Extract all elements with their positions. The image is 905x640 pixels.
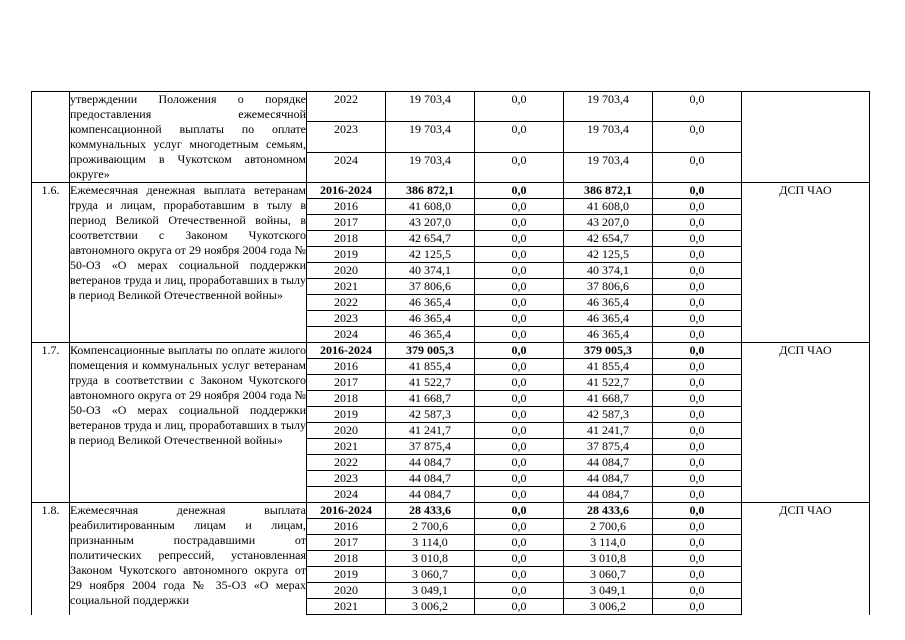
amount-cell: 0,0 [653, 311, 742, 327]
year-cell: 2017 [307, 535, 386, 551]
amount-cell: 42 654,7 [564, 231, 653, 247]
item-number-text: 1.7. [41, 343, 60, 357]
amount-cell: 0,0 [475, 295, 564, 311]
amount-cell: 42 587,3 [564, 407, 653, 423]
year-cell: 2018 [307, 551, 386, 567]
amount-cell: 0,0 [653, 183, 742, 199]
amount-cell: 0,0 [475, 122, 564, 152]
total-row [32, 183, 870, 199]
amount-cell: 0,0 [653, 279, 742, 295]
year-cell: 2021 [307, 439, 386, 455]
amount-cell: 46 365,4 [386, 295, 475, 311]
amount-cell: 0,0 [653, 567, 742, 583]
amount-cell: 43 207,0 [386, 215, 475, 231]
amount-cell: 0,0 [475, 199, 564, 215]
amount-cell: 44 084,7 [564, 455, 653, 471]
amount-cell: 44 084,7 [564, 471, 653, 487]
amount-cell: 19 703,4 [564, 92, 653, 122]
item-number [32, 183, 70, 343]
amount-cell: 0,0 [653, 583, 742, 599]
amount-cell: 40 374,1 [564, 263, 653, 279]
amount-cell: 0,0 [653, 599, 742, 615]
amount-cell: 0,0 [475, 92, 564, 122]
amount-cell: 0,0 [653, 343, 742, 359]
item-number-text: 1.6. [41, 183, 60, 197]
responsible-executor [742, 343, 870, 503]
budget-table [31, 91, 870, 615]
amount-cell: 46 365,4 [386, 327, 475, 343]
amount-cell: 0,0 [653, 407, 742, 423]
amount-cell: 42 587,3 [386, 407, 475, 423]
amount-cell: 0,0 [475, 551, 564, 567]
amount-cell: 0,0 [653, 247, 742, 263]
responsible-executor [742, 92, 870, 183]
amount-cell: 0,0 [475, 423, 564, 439]
year-cell: 2016-2024 [307, 503, 386, 519]
year-cell: 2021 [307, 279, 386, 295]
amount-cell: 0,0 [475, 455, 564, 471]
amount-cell: 0,0 [653, 375, 742, 391]
amount-cell: 41 522,7 [564, 375, 653, 391]
amount-cell: 0,0 [653, 359, 742, 375]
year-cell: 2019 [307, 567, 386, 583]
amount-cell: 0,0 [475, 535, 564, 551]
amount-cell: 19 703,4 [564, 122, 653, 152]
year-cell: 2018 [307, 391, 386, 407]
amount-cell: 0,0 [475, 439, 564, 455]
amount-cell: 19 703,4 [386, 152, 475, 182]
item-number-text: 1.8. [41, 503, 60, 517]
amount-cell: 43 207,0 [564, 215, 653, 231]
year-row [32, 92, 870, 122]
year-cell: 2022 [307, 295, 386, 311]
amount-cell: 0,0 [475, 152, 564, 182]
amount-cell: 41 668,7 [386, 391, 475, 407]
amount-cell: 3 049,1 [564, 583, 653, 599]
amount-cell: 41 608,0 [564, 199, 653, 215]
amount-cell: 0,0 [475, 263, 564, 279]
amount-cell: 0,0 [475, 487, 564, 503]
amount-cell: 19 703,4 [564, 152, 653, 182]
year-cell: 2019 [307, 247, 386, 263]
amount-cell: 0,0 [653, 503, 742, 519]
amount-cell: 0,0 [653, 391, 742, 407]
amount-cell: 2 700,6 [564, 519, 653, 535]
amount-cell: 0,0 [653, 152, 742, 182]
total-row [32, 343, 870, 359]
amount-cell: 0,0 [475, 375, 564, 391]
responsible-executor-text: ДСП ЧАО [779, 503, 832, 517]
year-cell: 2016 [307, 199, 386, 215]
item-description: Ежемесячная денежная выплата реабилитированным лицам и лицам, признанным пострадавшими от политических репрессий, установленная Законом Чукотского автономного округа от 29 ноября 2004 года № 35-ОЗ «О мерах социальной поддержки [70, 503, 307, 615]
item-description: утверждении Положения о порядке предоставления ежемесячной компенсационной выплаты по оплате коммунальных услуг многодетным семьям, проживающим в Чукотском автономном округе» [70, 92, 306, 181]
year-cell: 2023 [307, 311, 386, 327]
item-description: Ежемесячная денежная выплата ветеранам труда и лицам, проработавшим в тылу в период Великой Отечественной войны, в соответствии с Законом Чукотского автономного округа от 29 ноября 2004 года № 50-ОЗ «О мерах социальной поддержки ветеранов труда и лиц, проработавших в тылу в период Великой Отечественной войны» [70, 183, 307, 343]
amount-cell: 379 005,3 [564, 343, 653, 359]
year-cell: 2024 [307, 152, 386, 182]
amount-cell: 46 365,4 [564, 327, 653, 343]
amount-cell: 0,0 [653, 535, 742, 551]
amount-cell: 0,0 [653, 519, 742, 535]
amount-cell: 3 049,1 [386, 583, 475, 599]
amount-cell: 0,0 [475, 583, 564, 599]
amount-cell: 3 114,0 [386, 535, 475, 551]
year-cell: 2019 [307, 407, 386, 423]
item-number [32, 343, 70, 503]
amount-cell: 0,0 [475, 471, 564, 487]
amount-cell: 0,0 [653, 263, 742, 279]
amount-cell: 42 125,5 [386, 247, 475, 263]
year-cell: 2020 [307, 583, 386, 599]
amount-cell: 386 872,1 [386, 183, 475, 199]
amount-cell: 0,0 [475, 215, 564, 231]
amount-cell: 46 365,4 [564, 311, 653, 327]
amount-cell: 3 010,8 [564, 551, 653, 567]
amount-cell: 37 875,4 [386, 439, 475, 455]
year-cell: 2024 [307, 327, 386, 343]
amount-cell: 19 703,4 [386, 122, 475, 152]
amount-cell: 46 365,4 [564, 295, 653, 311]
amount-cell: 41 241,7 [564, 423, 653, 439]
amount-cell: 3 006,2 [564, 599, 653, 615]
year-cell: 2023 [307, 122, 386, 152]
item-number [32, 92, 70, 183]
year-cell: 2020 [307, 423, 386, 439]
amount-cell: 0,0 [475, 407, 564, 423]
amount-cell: 0,0 [475, 327, 564, 343]
item-description: Компенсационные выплаты по оплате жилого помещения и коммунальных услуг ветеранам труда в соответствии с Законом Чукотского автономного округа от 29 ноября 2004 года № 50-ОЗ «О мерах социальной поддержки ветеранов труда и лиц, проработавших в тылу в период Великой Отечественной войны» [70, 343, 307, 503]
amount-cell: 46 365,4 [386, 311, 475, 327]
amount-cell: 3 006,2 [386, 599, 475, 615]
year-cell: 2018 [307, 231, 386, 247]
amount-cell: 0,0 [475, 247, 564, 263]
amount-cell: 41 608,0 [386, 199, 475, 215]
amount-cell: 41 668,7 [564, 391, 653, 407]
amount-cell: 0,0 [475, 519, 564, 535]
amount-cell: 0,0 [475, 279, 564, 295]
amount-cell: 42 654,7 [386, 231, 475, 247]
year-cell: 2016-2024 [307, 183, 386, 199]
item-number [32, 503, 70, 615]
amount-cell: 0,0 [653, 231, 742, 247]
amount-cell: 0,0 [475, 359, 564, 375]
amount-cell: 44 084,7 [386, 471, 475, 487]
amount-cell: 0,0 [653, 487, 742, 503]
amount-cell: 40 374,1 [386, 263, 475, 279]
amount-cell: 37 806,6 [386, 279, 475, 295]
amount-cell: 0,0 [653, 439, 742, 455]
amount-cell: 0,0 [475, 231, 564, 247]
amount-cell: 0,0 [475, 599, 564, 615]
amount-cell: 2 700,6 [386, 519, 475, 535]
amount-cell: 41 522,7 [386, 375, 475, 391]
amount-cell: 0,0 [653, 455, 742, 471]
amount-cell: 41 855,4 [564, 359, 653, 375]
year-cell: 2020 [307, 263, 386, 279]
year-cell: 2016-2024 [307, 343, 386, 359]
amount-cell: 41 241,7 [386, 423, 475, 439]
responsible-executor-text: ДСП ЧАО [779, 343, 832, 357]
amount-cell: 0,0 [653, 92, 742, 122]
amount-cell: 0,0 [653, 215, 742, 231]
year-cell: 2022 [307, 455, 386, 471]
responsible-executor [742, 183, 870, 343]
amount-cell: 0,0 [475, 391, 564, 407]
year-cell: 2016 [307, 519, 386, 535]
amount-cell: 28 433,6 [386, 503, 475, 519]
amount-cell: 0,0 [475, 311, 564, 327]
year-cell: 2016 [307, 359, 386, 375]
year-cell: 2017 [307, 375, 386, 391]
amount-cell: 379 005,3 [386, 343, 475, 359]
amount-cell: 3 060,7 [564, 567, 653, 583]
amount-cell: 3 060,7 [386, 567, 475, 583]
amount-cell: 37 875,4 [564, 439, 653, 455]
amount-cell: 41 855,4 [386, 359, 475, 375]
amount-cell: 44 084,7 [386, 487, 475, 503]
amount-cell: 0,0 [653, 551, 742, 567]
amount-cell: 44 084,7 [564, 487, 653, 503]
responsible-executor [742, 503, 870, 615]
year-cell: 2021 [307, 599, 386, 615]
amount-cell: 0,0 [475, 343, 564, 359]
amount-cell: 0,0 [475, 503, 564, 519]
amount-cell: 0,0 [475, 183, 564, 199]
amount-cell: 42 125,5 [564, 247, 653, 263]
year-cell: 2017 [307, 215, 386, 231]
amount-cell: 0,0 [653, 295, 742, 311]
amount-cell: 3 010,8 [386, 551, 475, 567]
amount-cell: 19 703,4 [386, 92, 475, 122]
amount-cell: 0,0 [653, 122, 742, 152]
amount-cell: 0,0 [653, 471, 742, 487]
amount-cell: 0,0 [653, 199, 742, 215]
amount-cell: 44 084,7 [386, 455, 475, 471]
amount-cell: 37 806,6 [564, 279, 653, 295]
responsible-executor-text: ДСП ЧАО [779, 183, 832, 197]
total-row [32, 503, 870, 519]
amount-cell: 0,0 [653, 423, 742, 439]
year-cell: 2023 [307, 471, 386, 487]
amount-cell: 0,0 [475, 567, 564, 583]
amount-cell: 28 433,6 [564, 503, 653, 519]
amount-cell: 3 114,0 [564, 535, 653, 551]
year-cell: 2024 [307, 487, 386, 503]
amount-cell: 386 872,1 [564, 183, 653, 199]
year-cell: 2022 [307, 92, 386, 122]
amount-cell: 0,0 [653, 327, 742, 343]
